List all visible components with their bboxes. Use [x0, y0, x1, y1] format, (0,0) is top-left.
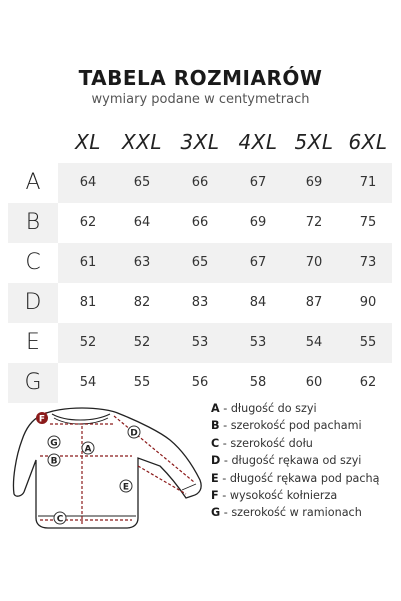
table-cell: 75 [359, 215, 377, 230]
legend-item: E - długość rękawa pod pachą [211, 471, 380, 485]
table-cell: 66 [191, 215, 209, 230]
svg-text:A: A [84, 444, 92, 455]
marker-c [54, 512, 66, 525]
legend-key: A [211, 402, 220, 415]
row-label: C [8, 243, 58, 283]
table-cell: 87 [305, 295, 323, 310]
table-cell: 63 [133, 255, 151, 270]
page-title: TABELA ROZMIARÓW [78, 66, 323, 90]
table-cell: 52 [133, 335, 151, 350]
table-cell: 73 [359, 255, 377, 270]
measurement-legend [211, 400, 397, 522]
table-cell: 62 [79, 215, 97, 230]
table-cell: 54 [79, 375, 97, 390]
row-label: B [8, 203, 58, 243]
table-cell: 54 [305, 335, 323, 350]
legend-text: długość do szyi [230, 402, 317, 415]
table-cell: 70 [305, 255, 323, 270]
legend-key: E [211, 471, 219, 485]
size-header-6xl: 6XL [348, 130, 388, 154]
legend-text: długość rękawa pod pachą [229, 471, 380, 485]
table-cell: 67 [249, 255, 267, 270]
size-header-xl: XL [75, 130, 101, 154]
sweatshirt-diagram [10, 400, 210, 535]
marker-e [120, 480, 132, 493]
table-cell: 55 [133, 375, 151, 390]
table-cell: 65 [191, 255, 209, 270]
table-cell: 58 [249, 375, 267, 390]
row-label: G [8, 363, 58, 403]
svg-text:B: B [50, 456, 58, 467]
svg-text:D: D [130, 428, 138, 439]
legend-item: B - szerokość pod pachami [211, 419, 362, 433]
legend-item: G - szerokość w ramionach [211, 506, 362, 520]
marker-g [48, 436, 60, 449]
table-cell: 66 [191, 175, 209, 190]
table-cell: 81 [79, 295, 97, 310]
table-cell: 90 [359, 295, 377, 310]
table-cell: 61 [79, 255, 97, 270]
table-cell: 64 [133, 215, 151, 230]
table-cell: 71 [359, 175, 377, 190]
legend-text: wysokość kołnierza [229, 488, 338, 502]
legend-key: G [211, 506, 221, 520]
size-header-5xl: 5XL [294, 130, 334, 154]
table-cell: 53 [249, 335, 267, 350]
page-subtitle: wymiary podane w centymetrach [91, 92, 310, 107]
svg-text:G: G [50, 438, 58, 449]
table-cell: 52 [79, 335, 97, 350]
legend-key: B [211, 419, 220, 433]
svg-text:C: C [56, 514, 64, 525]
sweatshirt-outline [13, 408, 201, 528]
marker-a [82, 442, 94, 455]
legend-key: D [211, 454, 221, 468]
size-header-xxl: XXL [121, 130, 163, 154]
row-label: E [8, 323, 58, 363]
legend-text: długość rękawa od szyi [231, 454, 362, 468]
legend-key: C [211, 436, 220, 450]
legend-item: F - wysokość kołnierza [211, 488, 338, 502]
table-cell: 67 [249, 175, 267, 190]
legend-key: F [211, 488, 219, 502]
size-header-4xl: 4XL [238, 130, 278, 154]
row-label: D [8, 283, 58, 323]
marker-b [48, 454, 60, 467]
table-cell: 55 [359, 335, 377, 350]
svg-text:E: E [122, 482, 130, 493]
table-cell: 84 [249, 295, 267, 310]
table-cell: 72 [305, 215, 323, 230]
svg-text:F: F [38, 414, 46, 425]
table-cell: 64 [79, 175, 97, 190]
table-cell: 56 [191, 375, 209, 390]
table-cell: 60 [305, 375, 323, 390]
legend-text: szerokość dołu [230, 436, 313, 450]
table-cell: 65 [133, 175, 151, 190]
table-cell: 83 [191, 295, 209, 310]
table-cell: 69 [249, 215, 267, 230]
table-cell: 62 [359, 375, 377, 390]
size-header-3xl: 3XL [180, 130, 220, 154]
legend-item: D - długość rękawa od szyi [211, 454, 362, 468]
row-label: A [8, 163, 58, 203]
legend-item: C - szerokość dołu [211, 436, 313, 450]
legend-item: A - długość do szyi [211, 402, 317, 415]
legend-text: szerokość pod pachami [230, 419, 362, 433]
table-cell: 53 [191, 335, 209, 350]
table-cell: 82 [133, 295, 151, 310]
legend-text: szerokość w ramionach [231, 506, 362, 520]
marker-d [128, 426, 140, 439]
table-cell: 69 [305, 175, 323, 190]
